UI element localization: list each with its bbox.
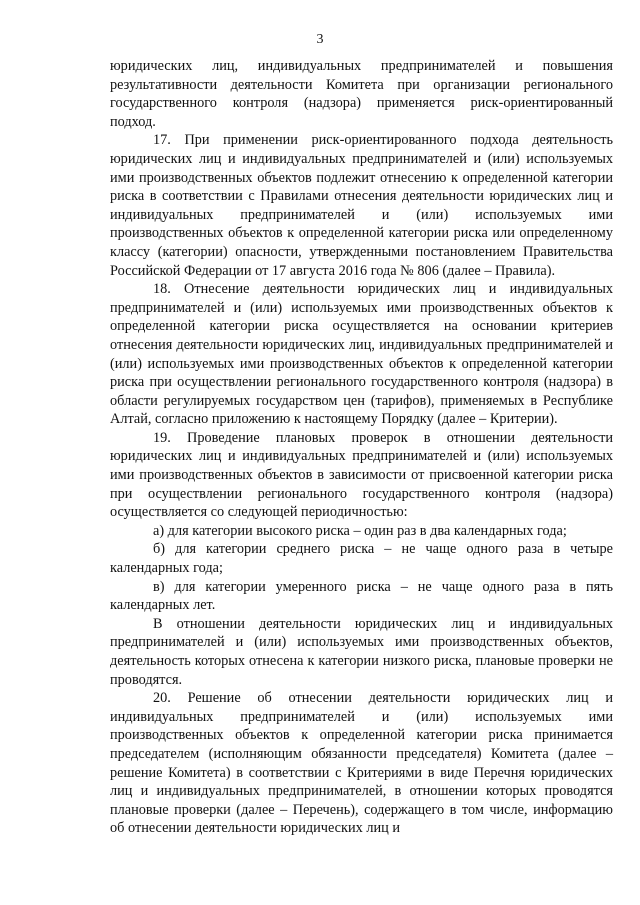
- paragraph-16-continuation: юридических лиц, индивидуальных предпринимателей и повышения результативности деятельности Комитета при организации регионального государственного контроля (надзора) применяется риск-ориентированный подход.: [110, 58, 613, 130]
- paragraph-17: 17. При применении риск-ориентированного подхода деятельность юридических лиц и индивидуальных предпринимателей и (или) используемых ими производственных объектов подлежит отнесению к определенной категории риска в соответствии с Правилами отнесения деятельности юридических лиц и индивидуальных предпринимателей и (или) используемых ими производственных объектов к определенной категории риска или определенному классу (категории) опасности, утвержденными постановлением Правительства Российской Федерации от 17 августа 2016 года № 806 (далее – Правила).: [110, 132, 613, 279]
- list-item-v: в) для категории умеренного риска – не чаще одного раза в пять календарных лет.: [110, 578, 613, 614]
- paragraph-20: 20. Решение об отнесении деятельности юридических лиц и индивидуальных предпринимателей и (или) используемых ими производственных объектов к определенной категории риска принимается председателем (исполняющим обязанности председателя) Комитета (далее – решение Комитета) в соответствии с Критериями в виде Перечня юридических лиц и индивидуальных предпринимателей, в отношении которых проводятся плановые проверки (далее – Перечень), содержащего в том числе, информацию об отнесении деятельности юридических лиц и: [110, 690, 613, 837]
- list-item-b: б) для категории среднего риска – не чаще одного раза в четыре календарных года;: [110, 541, 613, 577]
- paragraph-low-risk: В отношении деятельности юридических лиц и индивидуальных предпринимателей и (или) используемых ими производственных объектов, деятельность которых отнесена к категории низкого риска, плановые проверки не проводятся.: [110, 615, 613, 688]
- paragraph-19: 19. Проведение плановых проверок в отношении деятельности юридических лиц и индивидуальных предпринимателей и (или) используемых ими производственных объектов в зависимости от присвоенной категории риска при осуществлении регионального государственного контроля (надзора) осуществляется со следующей периодичностью:: [110, 429, 613, 521]
- list-item-a: а) для категории высокого риска – один раз в два календарных года;: [153, 522, 567, 539]
- document-body: [110, 57, 613, 838]
- paragraph-18: 18. Отнесение деятельности юридических лиц и индивидуальных предпринимателей и (или) используемых ими производственных объектов к определенной категории риска осуществляется на основании критериев отнесения деятельности юридических лиц, индивидуальных предпринимателей и (или) используемых ими производственных объектов к определенной категории риска при осуществлении регионального государственного контроля (надзора) в области регулируемых государством цен (тарифов), применяемых в Республике Алтай, согласно приложению к настоящему Порядку (далее – Критерии).: [110, 281, 613, 428]
- page-number: 3: [316, 32, 324, 47]
